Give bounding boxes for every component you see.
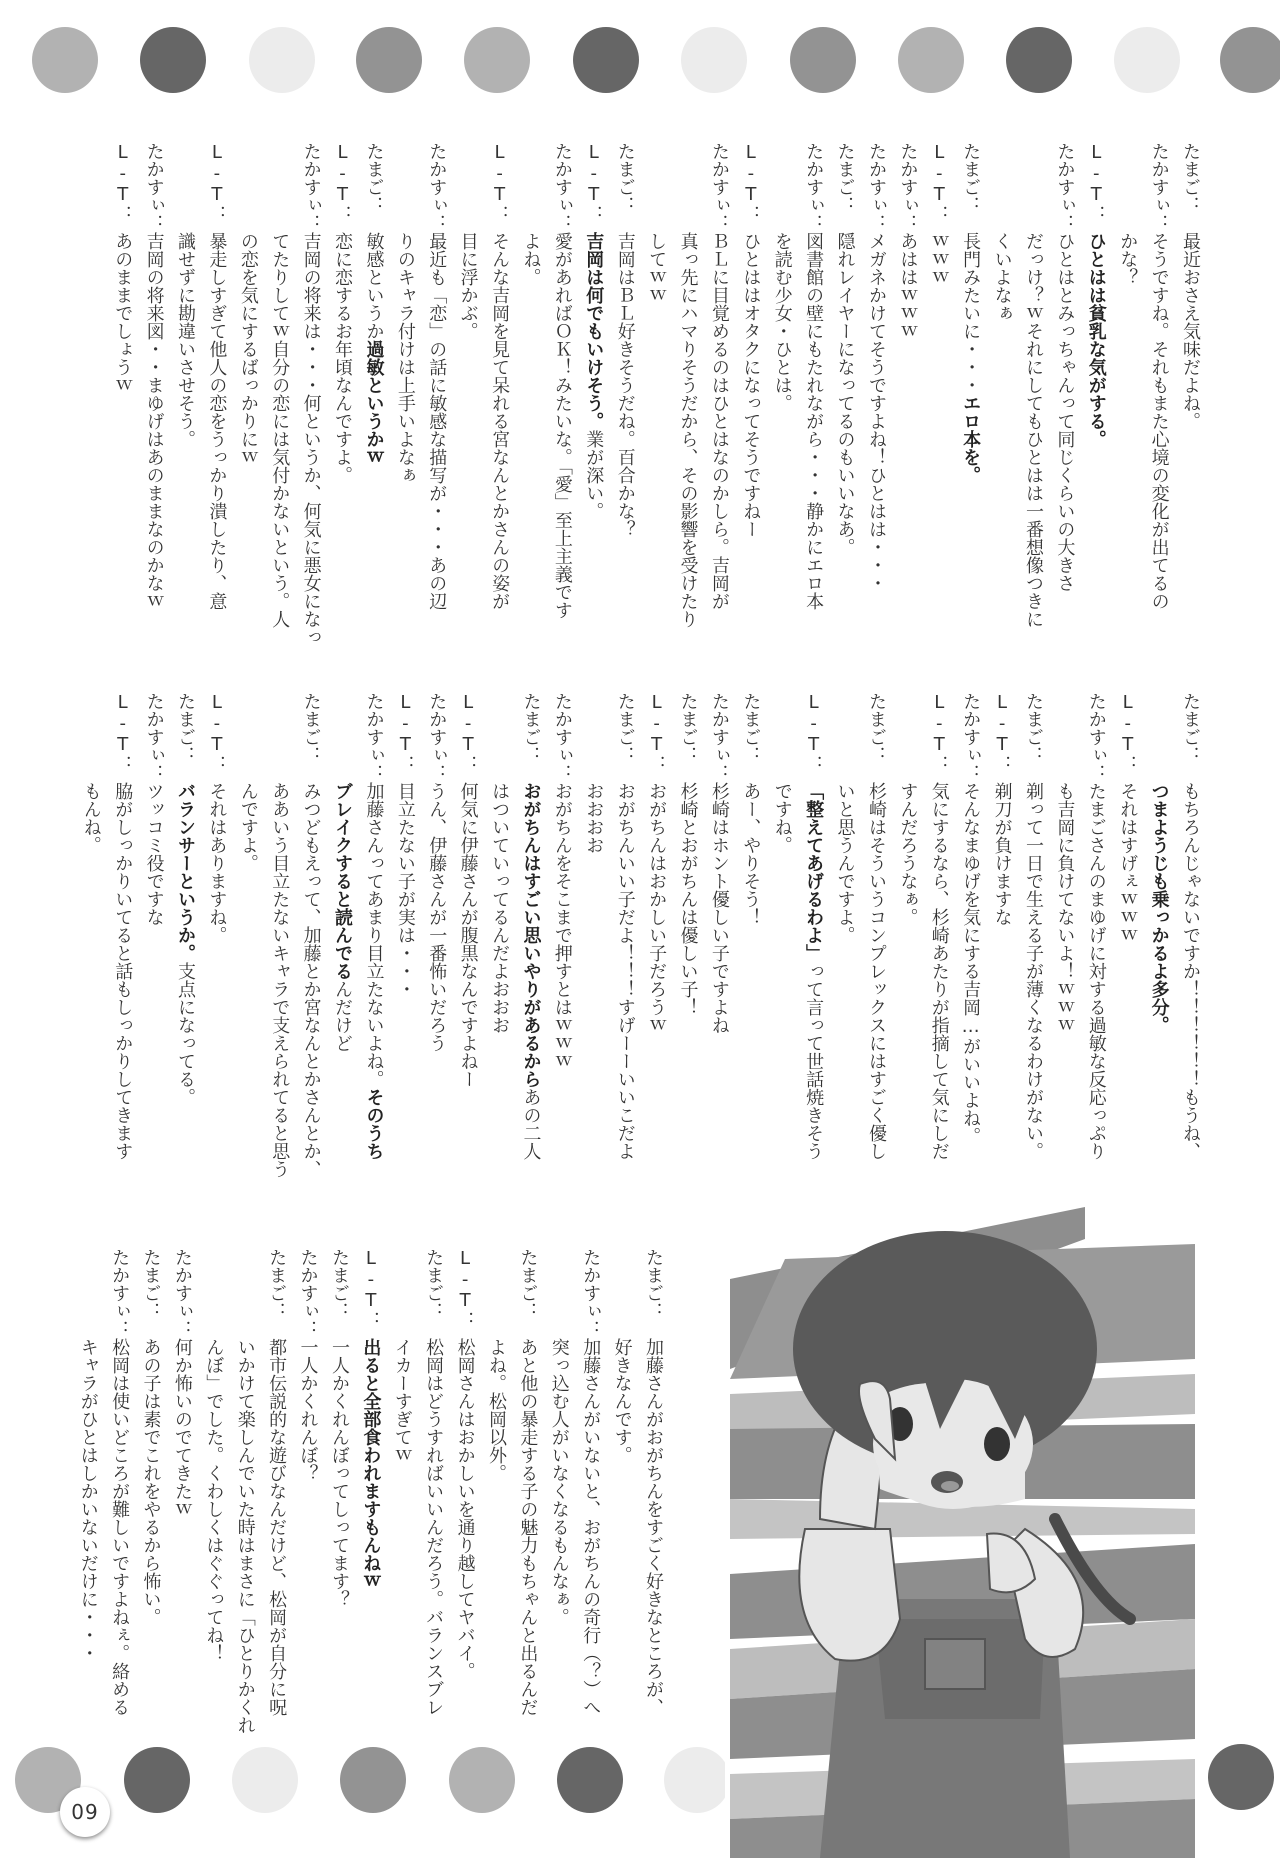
dialogue-section-1 <box>107 142 1206 646</box>
dialogue-text: いかけて楽しんでいた時はまさに「ひとりかくれ <box>234 1338 256 1734</box>
speaker-name: たかすぃ： <box>803 142 825 232</box>
dialogue-text: 目立たない子が実は・・・ <box>394 782 416 998</box>
speaker-name: L-T： <box>928 142 950 223</box>
dot <box>1208 1744 1274 1810</box>
dialogue-text: あの二人 <box>520 1088 542 1160</box>
dialogue-text: あー、やりそう！ <box>740 782 762 926</box>
dialogue-line <box>389 142 452 622</box>
dialogue-line <box>578 692 641 1172</box>
speaker-name: L-T： <box>991 692 1013 773</box>
dialogue-line <box>829 142 860 622</box>
dialogue-text: ですね。 <box>771 782 793 854</box>
dialogue-text-emphasis: おがちんはすごい思いやりがあるから <box>520 782 542 1088</box>
dialogue-text: 一人かくれんぼってしってます？ <box>328 1338 350 1608</box>
speaker-name: たまご： <box>1180 142 1201 214</box>
dialogue-line <box>75 692 138 1172</box>
dialogue-text: 図書館の壁にもたれながら・・・静かにエロ本 <box>803 232 825 610</box>
dialogue-line <box>386 1248 449 1728</box>
dialogue-text: うん、伊藤さんが一番怖いだろう <box>426 782 448 1052</box>
speaker-name: たまご： <box>423 1248 445 1320</box>
dialogue-text: んだけど <box>332 980 354 1052</box>
dialogue-text: すんだろうなぁ。 <box>897 782 919 926</box>
dialogue-text: 松岡はどうすればいいんだろう。バランスブレ <box>423 1338 445 1716</box>
dialogue-line <box>861 142 892 622</box>
dialogue-line <box>452 142 515 622</box>
dialogue-text: 識せずに勘違いさせそう。 <box>175 232 196 448</box>
dialogue-text: 杉崎はそういうコンプレックスにはすごく優し <box>865 782 887 1160</box>
dialogue-line <box>201 692 232 1172</box>
speaker-name: たまご： <box>960 142 982 214</box>
dialogue-line <box>138 692 169 1172</box>
dialogue-text-emphasis: バランサーというか。 <box>175 782 196 962</box>
speaker-name: L-T： <box>457 692 479 773</box>
dialogue-text: ああいう目立たないキャラで支えられてると思う <box>269 782 291 1178</box>
dialogue-line <box>389 692 420 1172</box>
dialogue-text: 敏感というか <box>363 232 385 340</box>
dialogue-line <box>481 1248 544 1728</box>
dialogue-text: イカーすぎてｗ <box>391 1338 413 1464</box>
speaker-name: L-T： <box>454 1248 476 1329</box>
dialogue-line <box>355 1248 386 1728</box>
dialogue-text: 恋に恋するお年頃なんですよ。 <box>332 232 354 484</box>
dialogue-line <box>1143 692 1206 1172</box>
dialogue-text: ツッコミ役ですな <box>143 782 165 926</box>
dialogue-section-2 <box>75 692 1206 1178</box>
dialogue-text: 吉岡の将来は・・・何というか、何気に悪女になっ <box>300 232 322 646</box>
dialogue-line <box>672 692 703 1172</box>
dialogue-line <box>515 142 578 622</box>
dialogue-text: 隠れレイヤーになってるのもいいなあ。 <box>834 232 856 556</box>
dialogue-text: それはすげぇｗｗｗ <box>1117 782 1139 944</box>
dialogue-text: 一人かくれんぼ？ <box>297 1338 319 1482</box>
speaker-name: たかすぃ： <box>143 142 165 232</box>
dot <box>1006 27 1072 93</box>
dot <box>32 27 98 93</box>
dialogue-text: 突っ込む人がいなくなるもんなぁ。 <box>548 1338 570 1626</box>
dot <box>356 27 422 93</box>
speaker-name: L-T： <box>206 692 228 773</box>
speaker-name: たまご： <box>865 692 887 764</box>
dialogue-line <box>484 692 547 1172</box>
speaker-name: たかすぃ： <box>171 1248 193 1338</box>
dot <box>573 27 639 93</box>
dot <box>664 1747 730 1813</box>
dialogue-line <box>198 1248 292 1734</box>
dialogue-text: んぼ」でした。くわしくはぐぐってね！ <box>203 1338 225 1662</box>
dialogue-line <box>892 692 955 1172</box>
dot <box>898 27 964 93</box>
dialogue-text: かな？ <box>1117 232 1139 286</box>
dialogue-line <box>892 142 923 622</box>
speaker-name: L-T： <box>740 142 762 223</box>
dialogue-text: そんなまゆげを気にする吉岡…がいいよね。 <box>960 782 982 1145</box>
dialogue-line <box>735 692 766 1172</box>
dialogue-text: 支点になってる。 <box>175 962 196 1106</box>
dialogue-line <box>578 142 609 622</box>
dialogue-text: おがちんをそこまで押すとはｗｗｗ <box>551 782 573 1070</box>
dialogue-line <box>606 1248 669 1728</box>
dialogue-text: 目に浮かぶ。 <box>457 232 479 340</box>
dialogue-text: おがちんいい子だよ！！！すげーーいいこだよ <box>614 782 636 1160</box>
dialogue-line <box>955 142 986 622</box>
dialogue-text-emphasis: 出ると全部食われますもんねｗ <box>360 1338 382 1590</box>
dialogue-line <box>292 1248 323 1728</box>
dialogue-text: 業が深い。 <box>583 430 605 520</box>
dialogue-line <box>546 692 577 1172</box>
page-number: 09 <box>60 1787 110 1837</box>
dialogue-text: 都市伝説的な遊びなんだけど、松岡が自分に呪 <box>266 1338 288 1716</box>
dialogue-text: たまごさんのまゆげに対する過敏な反応っぷり <box>1085 782 1107 1160</box>
speaker-name: たかすぃ： <box>960 692 982 782</box>
dialogue-text: そんな吉岡を見て呆れる宮なんとかさんの姿が <box>489 232 511 610</box>
dialogue-text: もんね。 <box>80 782 102 854</box>
dialogue-line <box>1080 142 1111 622</box>
dialogue-text: キャラがひとはしかいないだけに・・・ <box>77 1338 99 1662</box>
speaker-name: たまご： <box>328 1248 350 1320</box>
speaker-name: たまご： <box>614 692 636 764</box>
speaker-name: L-T： <box>646 692 668 773</box>
dialogue-line <box>986 142 1080 628</box>
speaker-name: たまご： <box>266 1248 288 1320</box>
speaker-name: L-T： <box>112 142 134 223</box>
dialogue-line <box>923 142 954 622</box>
dialogue-text: あははｗｗｗ <box>897 232 919 340</box>
dialogue-text: もちろんじゃないですか！！！！！！もうね、 <box>1180 782 1201 1160</box>
dialogue-line <box>232 692 326 1178</box>
speaker-name: たかすぃ： <box>143 692 165 782</box>
speaker-name: L-T： <box>394 692 416 773</box>
dialogue-text: メガネかけてそうですよね！ひとはは・・・ <box>865 232 887 592</box>
speaker-name: たまご： <box>834 142 856 214</box>
dialogue-text: 吉岡の将来図・・まゆげはあのままなのかなｗ <box>143 232 165 610</box>
dialogue-text: を読む少女・ひとは。 <box>771 232 793 412</box>
dialogue-text-emphasis: エロ本を。 <box>960 394 982 484</box>
dialogue-line <box>327 142 358 622</box>
dialogue-text: だっけ？ｗそれにしてもひとはは一番想像つきに <box>1022 232 1044 628</box>
dot <box>449 1747 515 1813</box>
dot <box>124 1747 190 1813</box>
dialogue-text: ＢＬに目覚めるのはひとはなのかしら。吉岡が <box>708 232 730 610</box>
speaker-name: たかすぃ： <box>551 142 573 232</box>
dialogue-text: 好きなんです。 <box>611 1338 633 1464</box>
dot <box>249 27 315 93</box>
dialogue-line <box>449 1248 480 1728</box>
dialogue-section-3 <box>72 1248 669 1734</box>
dot <box>232 1747 298 1813</box>
speaker-name: たかすぃ： <box>708 142 730 232</box>
dialogue-line <box>324 1248 355 1728</box>
dialogue-text: 剃刀が負けますな <box>991 782 1013 926</box>
speaker-name: たまご： <box>363 142 385 214</box>
dialogue-line <box>641 692 672 1172</box>
speaker-name: たまご： <box>1022 692 1044 764</box>
dialogue-text-emphasis: 過敏というかｗ <box>363 340 385 466</box>
speaker-name: L-T： <box>583 142 605 223</box>
speaker-name: たかすぃ： <box>551 692 573 782</box>
dialogue-text: 長門みたいに・・・ <box>960 232 982 394</box>
dialogue-text: それはありますね。 <box>206 782 228 944</box>
speaker-name: たかすぃ： <box>897 142 919 232</box>
dialogue-text-emphasis: 「整えてあげるわよ」 <box>803 782 825 962</box>
dialogue-line <box>735 142 766 622</box>
dialogue-text: 松岡さんはおかしいを通り越してヤバイ。 <box>454 1338 476 1680</box>
dialogue-text: よね。 <box>520 232 542 286</box>
speaker-name: たかすぃ： <box>300 142 322 232</box>
speaker-name: たかすぃ： <box>109 1248 131 1338</box>
speaker-name: たまご： <box>520 692 542 764</box>
dialogue-text: いと思うんですよ。 <box>834 782 856 944</box>
speaker-name: L-T： <box>489 142 511 223</box>
speaker-name: L-T： <box>803 692 825 773</box>
speaker-name: たかすぃ： <box>1148 142 1170 232</box>
dialogue-line <box>135 1248 166 1728</box>
speaker-name: たかすぃ： <box>1054 142 1076 232</box>
dialogue-line <box>1175 142 1206 622</box>
dialogue-text: あの子は素でこれをやるから怖い。 <box>140 1338 162 1626</box>
dialogue-text-emphasis: つまようじも乗っかるよ多分。 <box>1148 782 1170 1034</box>
dialogue-text: 暴走しすぎて他人の恋をうっかり潰したり、意 <box>206 232 228 610</box>
speaker-name: L-T： <box>1117 692 1139 773</box>
speaker-name: たまご： <box>740 692 762 764</box>
dialogue-text: 最近おさえ気味だよね。 <box>1180 232 1201 430</box>
dialogue-line <box>766 692 829 1172</box>
dialogue-text: 愛があればＯＫ！みたいな。「愛」至上主義です <box>551 232 573 619</box>
dialogue-line <box>72 1248 135 1728</box>
speaker-name: たまご： <box>643 1248 664 1320</box>
dialogue-text: ｗｗｗ <box>928 232 950 286</box>
dialogue-text: って言って世話焼きそう <box>803 962 825 1160</box>
dialogue-line <box>1018 692 1049 1172</box>
dialogue-text: あと他の暴走する子の魅力もちゃんと出るんだ <box>517 1338 539 1716</box>
dialogue-line <box>829 692 892 1172</box>
dialogue-text: りのキャラ付けは上手いよなぁ <box>394 232 416 484</box>
dialogue-text: 気にするなら、杉崎あたりが指摘して気にしだ <box>928 782 950 1160</box>
dialogue-line <box>358 142 389 622</box>
speaker-name: たかすぃ： <box>708 692 730 782</box>
speaker-name: たかすぃ： <box>297 1248 319 1338</box>
dialogue-text: んですよ。 <box>237 782 259 872</box>
dialogue-line <box>170 142 233 622</box>
dot <box>557 1747 623 1813</box>
dialogue-text: そうですね。それもまた心境の変化が出てるの <box>1148 232 1170 610</box>
dialogue-text-emphasis: そのうち <box>363 1088 385 1160</box>
dialogue-text: 加藤さんがいないと、おがちんの奇行（？）へ <box>580 1338 602 1716</box>
dialogue-text: 真っ先にハマりそうだから、その影響を受けたり <box>677 232 699 628</box>
character-illustration <box>725 1199 1205 1858</box>
dialogue-text: 杉崎はホント優しい子ですよね <box>708 782 730 1034</box>
dialogue-line <box>232 142 326 646</box>
dialogue-line <box>327 692 390 1172</box>
dialogue-line <box>421 692 452 1172</box>
dialogue-line <box>107 142 138 622</box>
dialogue-line <box>609 142 640 622</box>
dialogue-text-emphasis: 吉岡は何でもいけそう。 <box>583 232 605 430</box>
speaker-name: たまご： <box>140 1248 162 1320</box>
speaker-name: L-T： <box>1085 142 1107 223</box>
speaker-name: たまご： <box>677 692 699 764</box>
speaker-name: L-T： <box>360 1248 382 1329</box>
speaker-name: L-T： <box>928 692 950 773</box>
dialogue-line <box>641 142 735 628</box>
speaker-name: たかすぃ： <box>865 142 887 232</box>
speaker-name: たかすぃ： <box>426 692 448 782</box>
dialogue-text: てたりしてｗ自分の恋には気付かないという。人 <box>269 232 291 628</box>
dot <box>1220 27 1280 93</box>
dialogue-text: 加藤さんってあまり目立たないよね。 <box>363 782 385 1088</box>
dialogue-line <box>1049 692 1112 1172</box>
speaker-name: L-T： <box>112 692 134 773</box>
speaker-name: たまご： <box>517 1248 539 1320</box>
speaker-name: たかすぃ： <box>580 1248 602 1338</box>
speaker-name: L-T： <box>206 142 228 223</box>
dialogue-text: 最近も「恋」の話に敏感な描写が・・・あの辺 <box>426 232 448 610</box>
dialogue-line <box>704 692 735 1172</box>
dot <box>681 27 747 93</box>
dialogue-line <box>1112 142 1175 622</box>
dialogue-text: ひとはとみっちゃんって同じくらいの大きさ <box>1054 232 1076 592</box>
dialogue-line <box>452 692 483 1172</box>
speaker-name: L-T： <box>332 142 354 223</box>
dialogue-text: ひとははオタクになってそうですねー <box>740 232 762 538</box>
dialogue-text: おおおお <box>583 782 605 854</box>
dialogue-text: くいよなぁ <box>991 232 1013 322</box>
dot <box>140 27 206 93</box>
dialogue-text: はついていってるんだよおおお <box>489 782 511 1034</box>
dialogue-line <box>986 692 1017 1172</box>
dialogue-text: あのままでしょうｗ <box>112 232 134 394</box>
speaker-name: たまご： <box>300 692 322 764</box>
dialogue-text: の恋を気にするばっかりにｗ <box>237 232 259 466</box>
dot <box>340 1747 406 1813</box>
dialogue-text: 松岡は使いどころが難しいですよねぇ。絡める <box>109 1338 131 1716</box>
dialogue-line <box>170 692 201 1172</box>
dot <box>464 27 530 93</box>
dialogue-line <box>1112 692 1143 1172</box>
dialogue-text: 何気に伊藤さんが腹黒なんですよねー <box>457 782 479 1088</box>
speaker-name: たまご： <box>614 142 636 214</box>
dialogue-text: 何か怖いのでてきたｗ <box>171 1338 193 1518</box>
dot <box>1114 27 1180 93</box>
dialogue-text: も吉岡に負けてないよ！ｗｗｗ <box>1054 782 1076 1034</box>
speaker-name: たかすぃ： <box>363 692 385 782</box>
speaker-name: たかすぃ： <box>426 142 448 232</box>
dialogue-text-emphasis: ブレイクすると読んでる <box>332 782 354 980</box>
dialogue-line <box>543 1248 606 1728</box>
dialogue-line <box>955 692 986 1172</box>
dialogue-text: 剃って一日で生える子が薄くなるわけがない。 <box>1022 782 1044 1160</box>
dialogue-text: してｗｗ <box>646 232 668 304</box>
dialogue-text: よね。松岡以外。 <box>485 1338 507 1482</box>
dialogue-text: おがちんはおかしい子だろうｗ <box>646 782 668 1034</box>
dialogue-line <box>766 142 829 622</box>
dot <box>790 27 856 93</box>
dialogue-text: みつどもえって、加藤とか宮なんとかさんとか、 <box>300 782 322 1178</box>
speaker-name: たまご： <box>175 692 196 764</box>
dialogue-text: 脇がしっかりいてると話もしっかりしてきます <box>112 782 134 1160</box>
speaker-name: たかすぃ： <box>1085 692 1107 782</box>
dialogue-line <box>138 142 169 622</box>
dialogue-text: 杉崎とおがちんは優しい子！ <box>677 782 699 1016</box>
speaker-name: たまご： <box>1180 692 1201 764</box>
dialogue-text: 吉岡はＢＬ好きそうだね。百合かな？ <box>614 232 636 538</box>
dialogue-text-emphasis: ひとはは貧乳な気がする。 <box>1085 232 1107 448</box>
dialogue-line <box>167 1248 198 1728</box>
dialogue-text: 加藤さんがおがちんをすごく好きなところが、 <box>643 1338 664 1716</box>
